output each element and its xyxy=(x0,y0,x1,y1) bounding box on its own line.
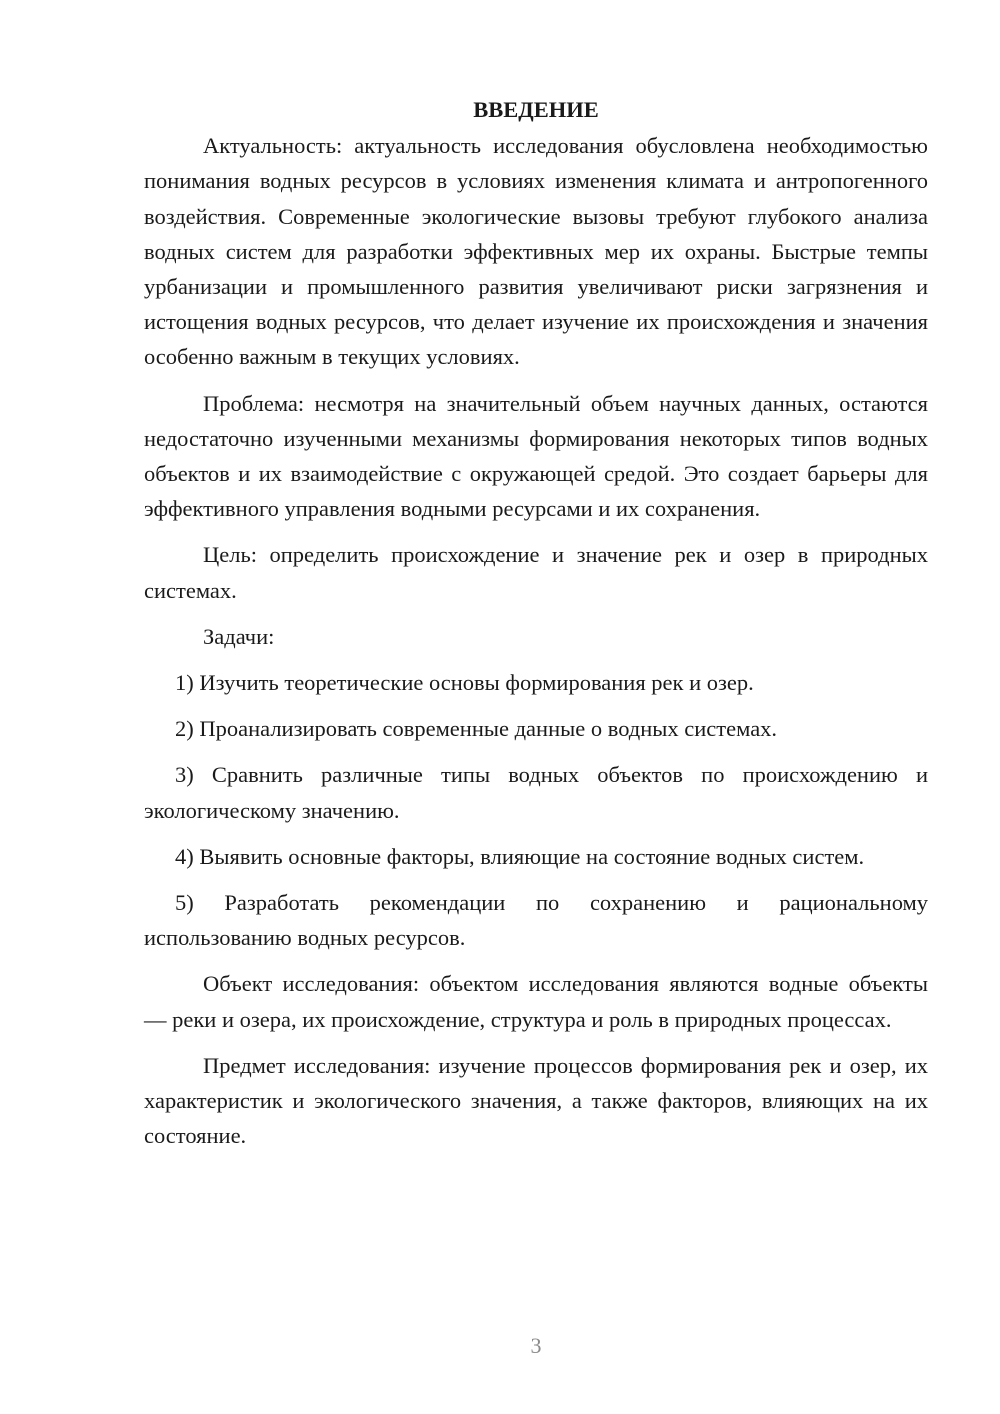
task-item: 4) Выявить основные факторы, влияющие на состояние водных систем. xyxy=(175,843,865,869)
task-item: 1) Изучить теоретические основы формирования рек и озер. xyxy=(175,670,754,696)
page-content xyxy=(144,92,928,1164)
paragraph-relevance: Актуальность: актуальность исследования обусловлена необходимостью понимания водных ресурсов в условиях изменения климата и антропогенного воздействия. Современные экологические вызовы требуют глубокого анализа водных систем для разработки эффективных мер их охраны. Быстрые темпы урбанизации и промышленного развития увеличивают риски загрязнения и истощения водных ресурсов, что делает изучение их происхождения и значения особенно важным в текущих условиях. xyxy=(144,133,928,370)
paragraph-problem: Проблема: несмотря на значительный объем научных данных, остаются недостаточно изученными механизмы формирования некоторых типов водных объектов и их взаимодействие с окружающей средой. Это создает барьеры для эффективного управления водными ресурсами и их сохранения. xyxy=(144,390,928,522)
tasks-list xyxy=(144,665,928,955)
task-item: 3) Сравнить различные типы водных объектов по происхождению и экологическому значению. xyxy=(144,762,928,823)
page-title: ВВЕДЕНИЕ xyxy=(473,97,599,122)
task-item: 5) Разработать рекомендации по сохранению и рациональному использованию водных ресурсов. xyxy=(144,890,928,951)
page-number: 3 xyxy=(530,1333,542,1358)
paragraph-subject: Предмет исследования: изучение процессов формирования рек и озер, их характеристик и экологического значения, а также факторов, влияющих на их состояние. xyxy=(144,1052,928,1149)
task-item: 2) Проанализировать современные данные о водных системах. xyxy=(175,716,778,742)
paragraph-object: Объект исследования: объектом исследования являются водные объекты — реки и озера, их происхождение, структура и роль в природных процессах. xyxy=(144,971,928,1032)
paragraph-goal: Цель: определить происхождение и значение рек и озер в природных системах. xyxy=(144,542,928,603)
tasks-heading: Задачи: xyxy=(203,623,275,649)
